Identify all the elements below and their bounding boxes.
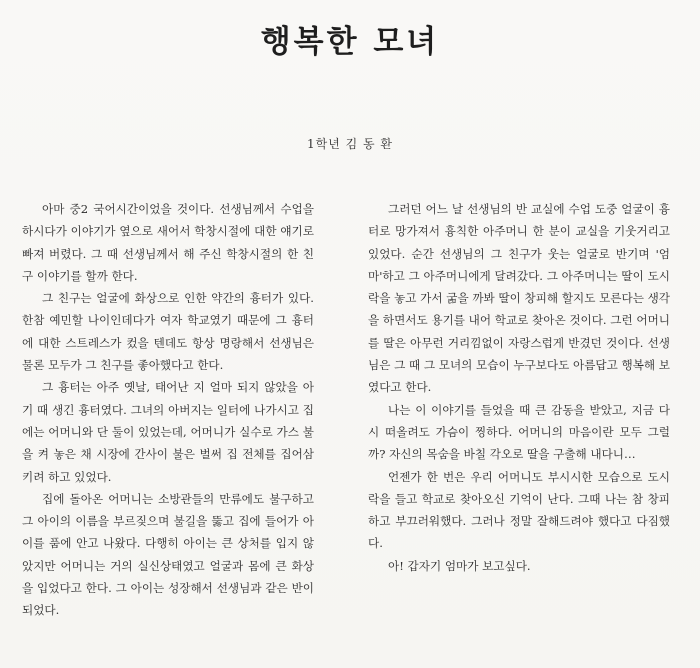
right-column	[368, 198, 670, 577]
article-title: 행복한 모녀	[260, 24, 440, 60]
paragraph: 그러던 어느 날 선생님의 반 교실에 수업 도중 얼굴이 흉터로 망가져서 흉칙한 아주머니 한 분이 교실을 기웃거리고 있었다. 순간 선생님의 그 친구가 웃는 얼굴로 반기며 '엄마'하고 그 아주머니에게 달려갔다. 그 아주머니는 딸이 도시락을 놓고 가서 굶을 까봐 딸이 창피해 할지도 모른다는 생각을 하면서도 용기를 내어 학교로 찾아온 것이다. 그런 어머니를 딸은 아무런 거리낌없이 자랑스럽게 반겼던 것이다. 선생님은 그 때 그 모녀의 모습이 누구보다도 아름답고 행복해 보였다고 한다.	[368, 202, 670, 395]
paragraph: 집에 돌아온 어머니는 소방관들의 만류에도 불구하고 그 아이의 이름을 부르짖으며 불길을 뚫고 집에 들어가 아이를 품에 안고 나왔다. 다행히 아이는 큰 상처를 입지 않았지만 어머니는 거의 실신상태였고 얼굴과 몸에 큰 화상을 입었다고 한다. 그 아이는 성장해서 선생님과 같은 반이 되었다.	[22, 491, 314, 618]
paragraph: 그 흉터는 아주 옛날, 태어난 지 얼마 되지 않았을 아기 때 생긴 흉터였다. 그녀의 아버지는 일터에 나가시고 집에는 어머니와 단 둘이 있었는데, 어머니가 실수로 가스 불을 켜 놓은 채 시장에 간사이 불은 벌써 집 전체를 집어삼키려 하고 있었다.	[22, 380, 314, 484]
paragraph: 언젠가 한 번은 우리 어머니도 부시시한 모습으로 도시락을 들고 학교로 찾아오신 기억이 난다. 그때 나는 참 창피하고 부끄러워했다. 그러나 정말 잘해드려야 했다고 다짐했다.	[368, 469, 670, 551]
paragraph: 아마 중2 국어시간이었을 것이다. 선생님께서 수업을 하시다가 이야기가 옆으로 새어서 학창시절에 대한 얘기로 빠져 버렸다. 그 때 선생님께서 해 주신 학창시절의 한 친구 이야기를 할까 한다.	[22, 202, 314, 283]
author-byline: 1학년 김 동 환	[306, 137, 394, 151]
paragraph: 그 친구는 얼굴에 화상으로 인한 약간의 흉터가 있다. 한참 예민할 나이인데다가 여자 학교였기 때문에 그 흉터에 대한 스트레스가 컸을 텐데도 항상 명랑해서 선생님은 물론 모두가 그 친구를 좋아했다고 한다.	[22, 291, 314, 373]
left-column	[22, 198, 314, 622]
paragraph: 나는 이 이야기를 들었을 때 큰 감동을 받았고, 지금 다시 떠올려도 가슴이 찡하다. 어머니의 마음이란 모두 그럴까? 자신의 목숨을 바칠 각오로 딸을 구출해 내다니…	[368, 402, 670, 462]
paragraph: 아! 갑자기 엄마가 보고싶다.	[388, 558, 531, 573]
